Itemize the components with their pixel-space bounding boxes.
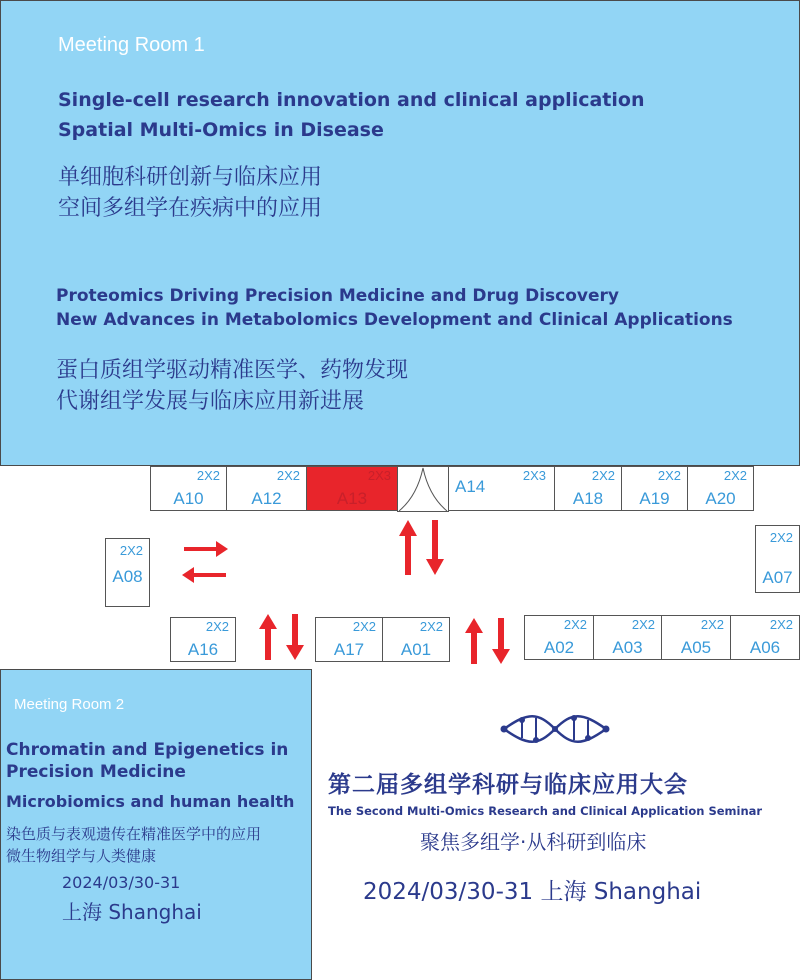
booth-id: A03: [612, 638, 643, 657]
arrow-right-left-icon: [180, 538, 230, 588]
booth-id: A01: [400, 640, 432, 659]
entrance-door-icon: [397, 466, 449, 512]
booth-size: 2X2: [196, 468, 220, 483]
booth-a14[interactable]: [448, 466, 555, 511]
arrow-up-down-icon: [462, 616, 514, 666]
room1-topic-zh: 空间多组学在疾病中的应用: [58, 196, 323, 221]
room1-topic-zh: 蛋白质组学驱动精准医学、药物发现: [56, 358, 409, 383]
booth-size: 2X2: [769, 530, 793, 545]
booth-id: A19: [639, 489, 670, 508]
arrow-up-down-icon: [256, 612, 308, 662]
booth-id: A13: [336, 489, 368, 508]
room2-topic-en: Precision Medicine: [6, 762, 186, 782]
event-date-location: 2024/03/30-31 上海 Shanghai: [363, 879, 702, 905]
room1-topic-en: Spatial Multi-Omics in Disease: [58, 119, 384, 141]
room2-location: 上海 Shanghai: [62, 900, 202, 924]
booth-size: 2X2: [631, 617, 655, 632]
meeting-room-1-title: Meeting Room 1: [58, 34, 205, 56]
room1-topic-en: Proteomics Driving Precision Medicine and Drug Discovery: [56, 286, 619, 306]
booth-a06[interactable]: [730, 615, 800, 660]
booth-size: 2X2: [276, 468, 300, 483]
room2-topic-zh: 染色质与表观遗传在精准医学中的应用: [6, 825, 262, 843]
booth-a10[interactable]: [150, 466, 227, 511]
booth-a12[interactable]: [226, 466, 307, 511]
room2-date: 2024/03/30-31: [62, 873, 181, 892]
booth-size: 2X3: [522, 468, 546, 483]
booth-a05[interactable]: [661, 615, 731, 660]
booth-a19[interactable]: [621, 466, 688, 511]
arrow-up-down-icon: [396, 518, 456, 578]
booth-size: 2X2: [563, 617, 587, 632]
booth-a20[interactable]: [687, 466, 754, 511]
booth-id: A07: [762, 568, 793, 587]
booth-size: 2X2: [700, 617, 724, 632]
booth-id: A17: [333, 640, 365, 659]
room1-topic-zh: 单细胞科研创新与临床应用: [58, 165, 323, 190]
room2-topic-en: Chromatin and Epigenetics in: [6, 740, 289, 760]
booth-size: 2X2: [657, 468, 681, 483]
event-title-zh: 第二届多组学科研与临床应用大会: [328, 772, 688, 798]
room1-topic-en: Single-cell research innovation and clinical application: [58, 89, 645, 111]
booth-a03[interactable]: [593, 615, 662, 660]
event-slogan: 聚焦多组学·从科研到临床: [420, 830, 647, 854]
booth-id: A02: [543, 638, 575, 657]
booth-id: A05: [680, 638, 712, 657]
booth-id: A06: [749, 638, 781, 657]
booth-a02[interactable]: [524, 615, 594, 660]
booth-id: A18: [572, 489, 604, 508]
booth-a18[interactable]: [554, 466, 622, 511]
booth-id: A16: [187, 640, 219, 659]
booth-size: 2X3: [367, 468, 391, 483]
booth-a01[interactable]: [382, 617, 450, 662]
booth-id: A08: [112, 567, 143, 586]
booth-a08[interactable]: [105, 538, 150, 607]
room1-topic-en: New Advances in Metabolomics Development and Clinical Applications: [56, 310, 733, 330]
booth-a13-highlighted[interactable]: [306, 466, 398, 511]
booth-size: 2X2: [205, 619, 229, 634]
booth-size: 2X2: [119, 543, 143, 558]
booth-a16[interactable]: [170, 617, 236, 662]
room2-topic-en: Microbiomics and human health: [6, 792, 295, 811]
room1-topic-zh: 代谢组学发展与临床应用新进展: [56, 389, 365, 414]
event-title-en: The Second Multi-Omics Research and Clinical Application Seminar: [328, 804, 763, 818]
room2-topic-zh: 微生物组学与人类健康: [6, 847, 157, 865]
booth-id: A14: [455, 477, 486, 496]
meeting-room-2-title: Meeting Room 2: [14, 696, 125, 713]
booth-size: 2X2: [769, 617, 793, 632]
booth-a07[interactable]: [755, 525, 800, 593]
booth-a17[interactable]: [315, 617, 383, 662]
booth-size: 2X2: [352, 619, 376, 634]
booth-id: A12: [251, 489, 282, 508]
booth-id: A20: [705, 489, 736, 508]
booth-size: 2X2: [419, 619, 443, 634]
booth-id: A10: [173, 489, 204, 508]
booth-size: 2X2: [723, 468, 747, 483]
dna-helix-logo-icon: [498, 712, 612, 746]
booth-size: 2X2: [591, 468, 615, 483]
